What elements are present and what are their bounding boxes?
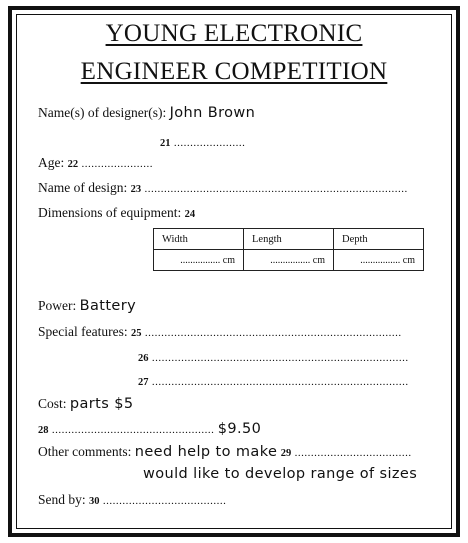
design-name-label: Name of design:: [38, 180, 128, 195]
cost-label: Cost:: [38, 396, 67, 411]
q30-blank: ......................................: [102, 495, 227, 507]
q28-value: $9.50: [217, 421, 262, 437]
q30-number: 30: [89, 496, 100, 507]
q26-number: 26: [138, 353, 149, 364]
designer-value: John Brown: [169, 105, 256, 121]
q22-number: 22: [67, 159, 79, 170]
power-label: Power:: [38, 298, 77, 313]
designer-row: [38, 105, 255, 121]
comments-row-2: [143, 466, 417, 482]
q22-blank: ......................: [81, 158, 153, 170]
q23-number: 23: [130, 184, 142, 195]
width-header: Width: [154, 229, 244, 250]
special-features-row: [38, 324, 402, 340]
q27-row: [138, 373, 409, 389]
title-text-1: YOUNG ELECTRONIC: [105, 20, 363, 47]
width-cell: ................ cm: [154, 250, 244, 271]
designer-label: Name(s) of designer(s):: [38, 105, 167, 120]
q23-blank: .................................................................................: [144, 183, 408, 195]
send-by-row: [38, 492, 226, 508]
send-by-label: Send by:: [38, 492, 86, 507]
q26-row: [138, 349, 409, 365]
q28-number: 28: [38, 425, 49, 436]
q25-blank: ...............................................................................: [144, 327, 402, 339]
q21-row: [160, 134, 245, 150]
dimensions-header-row: [154, 229, 424, 250]
dimensions-label: Dimensions of equipment:: [38, 205, 182, 220]
q24-number: 24: [184, 209, 196, 220]
cost-value: parts $5: [69, 396, 134, 412]
age-row: [38, 155, 153, 171]
title-line-2: [0, 58, 468, 86]
title-line-1: [0, 20, 468, 48]
q27-blank: ...............................................................................: [151, 376, 409, 388]
cost-row: [38, 396, 133, 412]
q26-blank: ...............................................................................: [151, 352, 409, 364]
comments-label: Other comments:: [38, 444, 132, 459]
q21-number: 21: [160, 138, 171, 149]
q27-number: 27: [138, 377, 149, 388]
design-name-row: [38, 180, 408, 196]
title-text-2: ENGINEER COMPETITION: [80, 58, 388, 85]
depth-cell: ................ cm: [334, 250, 424, 271]
comments-row: [38, 444, 412, 460]
q29-blank: ....................................: [294, 447, 412, 459]
depth-header: Depth: [334, 229, 424, 250]
comments-value-2: would like to develop range of sizes: [143, 466, 418, 482]
age-label: Age:: [38, 155, 65, 170]
length-header: Length: [244, 229, 334, 250]
dimensions-row: [38, 205, 195, 221]
dimensions-value-row: [154, 250, 424, 271]
comments-value: need help to make: [134, 444, 278, 460]
q28-row: [38, 421, 261, 437]
q29-number: 29: [280, 448, 292, 459]
length-cell: ................ cm: [244, 250, 334, 271]
dimensions-table: [153, 228, 424, 271]
q28-blank: ..................................................: [51, 424, 215, 436]
special-features-label: Special features:: [38, 324, 128, 339]
q21-blank: ......................: [173, 137, 246, 149]
q25-number: 25: [130, 328, 142, 339]
power-row: [38, 298, 136, 314]
power-value: Battery: [79, 298, 137, 314]
